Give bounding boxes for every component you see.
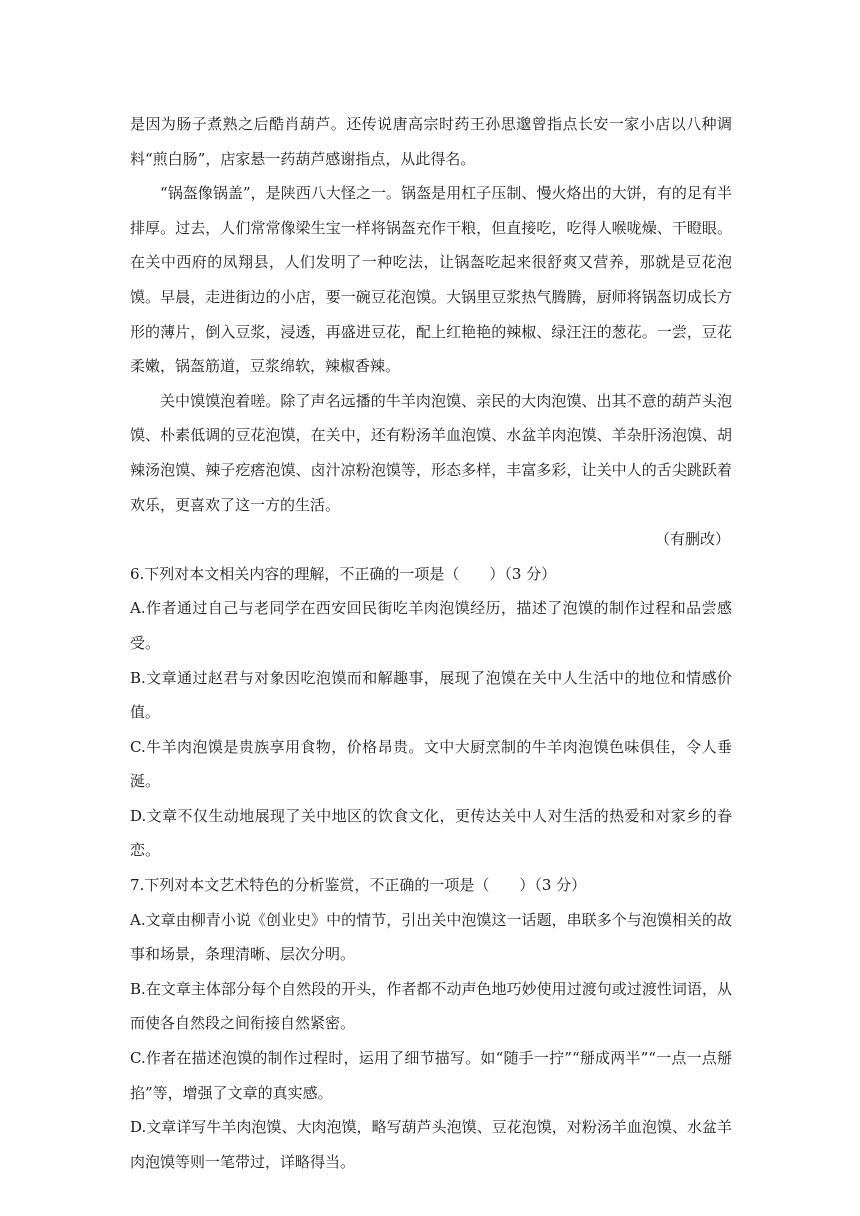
passage-paragraph-2: “锅盔像锅盖”，是陕西八大怪之一。锅盔是用杠子压制、慢火烙出的大饼，有的足有半排厚。过去，人们常常像梁生宝一样将锅盔充作干粮，但直接吃，吃得人喉咙燥、干瞪眼。在关中西府的凤翔县，人们发明了一种吃法，让锅盔吃起来很舒爽又营养，那就是豆花泡馍。早晨，走进街边的小店，要一碗豆花泡馍。大锅里豆浆热气腾腾，厨师将锅盔切成长方形的薄片，倒入豆浆，浸透，再盛进豆花，配上红艳艳的辣椒、绿汪汪的葱花。一尝，豆花柔嫩，锅盔筋道，豆浆绵软，辣椒香辣。 — [130, 184, 732, 376]
option-b: B.文章通过赵君与对象因吃泡馍而和解趣事，展现了泡馍在关中人生活中的地位和情感价值。 — [130, 668, 732, 722]
option-b: B.在文章主体部分每个自然段的开头，作者都不动声色地巧妙使用过渡句或过渡性词语，从而使各自然段之间衔接自然紧密。 — [130, 979, 732, 1033]
option-d: D.文章不仅生动地展现了关中地区的饮食文化，更传达关中人对生活的热爱和对家乡的眷恋。 — [130, 806, 732, 860]
passage-paragraph-1: 是因为肠子煮熟之后酷肖葫芦。还传说唐高宗时药王孙思邈曾指点长安一家小店以八种调料“煎白肠”，店家悬一药葫芦感谢指点，从此得名。 — [130, 115, 732, 168]
option-a: A.文章由柳青小说《创业史》中的情节，引出关中泡馍这一话题，串联多个与泡馍相关的故事和场景，条理清晰、层次分明。 — [130, 910, 732, 964]
question-7 — [130, 868, 732, 1179]
question-stem: 7.下列对本文艺术特色的分析鉴赏，不正确的一项是（ ）（3 分） — [130, 876, 587, 895]
option-a: A.作者通过自己与老同学在西安回民街吃羊肉泡馍经历，描述了泡馍的制作过程和品尝感受。 — [130, 599, 732, 652]
question-stem: 6.下列对本文相关内容的理解，不正确的一项是（ ）（3 分） — [130, 564, 557, 583]
source-note: （有删改） — [654, 530, 730, 549]
question-6 — [130, 557, 732, 868]
passage-paragraph-3: 关中馍馍泡着嗟。除了声名远播的牛羊肉泡馍、亲民的大肉泡馍、出其不意的葫芦头泡馍、朴素低调的豆花泡馍，在关中，还有粉汤羊血泡馍、水盆羊肉泡馍、羊杂肝汤泡馍、胡辣汤泡馍、辣子疙瘩泡馍、卤汁凉粉泡馍等，形态多样，丰富多彩，让关中人的舌尖跳跃着欢乐，更喜欢了这一方的生活。 — [130, 391, 732, 514]
option-c: C.作者在描述泡馍的制作过程时，运用了细节描写。如“随手一拧”“掰成两半”“一点一点掰掐”等，增强了文章的真实感。 — [130, 1049, 732, 1102]
option-c: C.牛羊肉泡馍是贵族享用食物，价格昂贵。文中大厨烹制的牛羊肉泡馍色味俱佳，令人垂涎。 — [130, 737, 732, 791]
option-d: D.文章详写牛羊肉泡馍、大肉泡馍，略写葫芦头泡馍、豆花泡馍，对粉汤羊血泡馍、水盆羊肉泡馍等则一笔带过，详略得当。 — [130, 1118, 732, 1171]
